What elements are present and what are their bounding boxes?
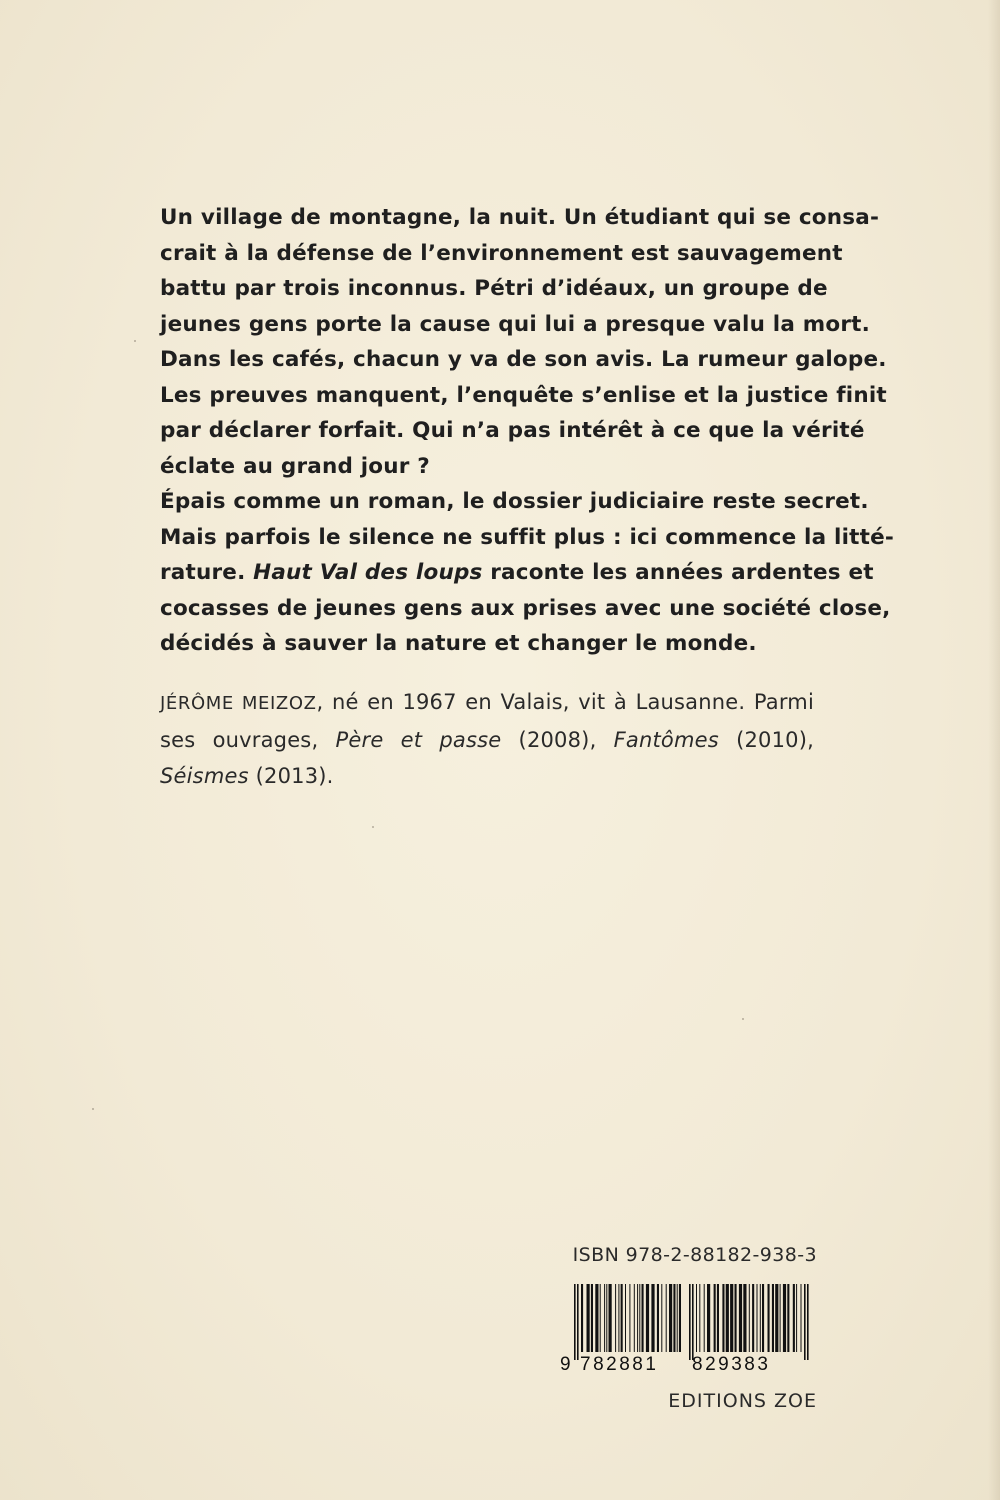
barcode-bar <box>666 1284 667 1352</box>
barcode-guard-bar <box>807 1284 809 1360</box>
book-title-fantomes: Fantômes <box>613 728 719 752</box>
blurb-line-prefix: rature. <box>160 560 246 585</box>
barcode-bar <box>722 1284 724 1352</box>
bio-line-rest: , né en 1967 en Valais, vit à Lausanne. Parmi <box>316 690 814 714</box>
bio-prefix: ses ouvrages, <box>160 728 319 752</box>
barcode-bar <box>739 1284 742 1352</box>
barcode-bar <box>657 1284 659 1352</box>
barcode-bar <box>696 1284 697 1352</box>
barcode-bar <box>637 1284 638 1352</box>
paper-speck <box>92 1108 94 1110</box>
barcode-bar <box>749 1284 750 1352</box>
barcode-bar <box>787 1284 789 1352</box>
book-title-seismes: Séismes <box>160 764 249 788</box>
blurb-line: éclate au grand jour ? <box>160 453 430 479</box>
bio-line <box>160 758 814 794</box>
blurb-line: Un village de montagne, la nuit. Un étudiant qui se consa- <box>160 205 880 230</box>
barcode-bar <box>629 1284 630 1352</box>
barcode-bar <box>591 1284 593 1352</box>
barcode-bar <box>796 1284 797 1352</box>
barcode-bar <box>801 1284 802 1352</box>
barcode-right-digits: 829383 <box>692 1354 771 1375</box>
author-name: JÉRÔME MEIZOZ <box>160 693 317 714</box>
book-title: Haut Val des loups <box>253 560 483 585</box>
barcode-bar <box>775 1284 778 1352</box>
blurb-line: cocasses de jeunes gens aux prises avec une société close, <box>160 595 891 621</box>
barcode-bar <box>621 1284 623 1352</box>
barcode-bar <box>604 1284 605 1352</box>
barcode-bar <box>673 1284 675 1352</box>
isbn-number: ISBN 978-2-88182-938-3 <box>572 1244 817 1266</box>
bio-line <box>160 722 814 758</box>
barcode-bar <box>618 1284 619 1352</box>
barcode-bar <box>762 1284 764 1352</box>
barcode-bar <box>609 1284 612 1352</box>
barcode-guard-bar <box>804 1284 806 1360</box>
publisher-name: EDITIONS ZOE <box>668 1390 817 1412</box>
barcode-bar <box>757 1284 758 1352</box>
blurb-line: battu par trois inconnus. Pétri d’idéaux, un groupe de <box>160 276 828 301</box>
barcode-bar <box>634 1284 635 1352</box>
barcode-bar <box>651 1284 654 1352</box>
bio-line <box>160 684 814 722</box>
book-title-pere-et-passe: Père et passe <box>335 728 502 752</box>
barcode-guard-bar <box>577 1284 579 1360</box>
barcode-bar <box>600 1284 601 1352</box>
book-year: (2013). <box>255 764 334 788</box>
barcode-bar <box>780 1284 781 1352</box>
barcode-left-digits: 782881 <box>580 1354 659 1375</box>
barcode-bar <box>714 1284 716 1352</box>
paper-speck <box>742 1018 744 1020</box>
author-bio <box>160 684 814 794</box>
barcode-bar <box>642 1284 644 1352</box>
barcode-bar <box>743 1284 746 1352</box>
barcode-bar <box>661 1284 662 1352</box>
blurb-line: décidés à sauver la nature et changer le monde. <box>160 631 757 656</box>
blurb-line-with-title <box>160 555 874 591</box>
barcode-first-digit: 9 <box>560 1354 571 1375</box>
barcode-bar <box>772 1284 774 1352</box>
barcode-bar <box>717 1284 719 1352</box>
blurb-line: Mais parfois le silence ne suffit plus : ici commence la litté- <box>160 524 895 550</box>
paper-speck <box>134 340 136 342</box>
barcode-bar <box>625 1284 626 1352</box>
barcode-bar <box>615 1284 616 1352</box>
barcode-bar <box>581 1284 583 1352</box>
blurb-line: jeunes gens porte la cause qui lui a presque valu la mort. <box>160 311 870 337</box>
blurb-line: crait à la défense de l’environnement est sauvagement <box>160 240 843 266</box>
barcode-bar <box>730 1284 733 1352</box>
blurb-line-rest: raconte les années ardentes et <box>490 560 874 585</box>
blurb-line: Les preuves manquent, l’enquête s’enlise et la justice finit <box>160 382 887 408</box>
barcode-guard-bar <box>574 1284 576 1360</box>
barcode-bar <box>606 1284 607 1352</box>
barcode-bar <box>677 1284 678 1352</box>
barcode-bar <box>704 1284 705 1352</box>
paper-speck <box>372 826 374 828</box>
blurb-line: par déclarer forfait. Qui n’a pas intérêt à ce que la vérité <box>160 418 865 443</box>
barcode-bar <box>595 1284 598 1352</box>
barcode-bar <box>639 1284 640 1352</box>
barcode-bar <box>760 1284 761 1352</box>
barcode-guard-bar <box>692 1284 694 1360</box>
blurb-line: Dans les cafés, chacun y va de son avis. La rumeur galope. <box>160 347 887 372</box>
barcode-bar <box>699 1284 700 1352</box>
barcode-bars <box>574 1284 809 1360</box>
blurb-text <box>160 200 895 662</box>
barcode-bar <box>735 1284 737 1352</box>
barcode-bar <box>679 1284 681 1352</box>
blurb-line: Épais comme un roman, le dossier judiciaire reste secret. <box>160 489 869 514</box>
cover-edge-shadow <box>988 0 1000 1500</box>
barcode-bar <box>587 1284 590 1352</box>
barcode-guard-bar <box>689 1284 691 1360</box>
barcode <box>552 1282 816 1382</box>
barcode-bar <box>669 1284 672 1352</box>
book-year: (2008), <box>518 728 597 752</box>
barcode-bar <box>768 1284 770 1352</box>
barcode-bar <box>793 1284 795 1352</box>
barcode-bar <box>752 1284 754 1352</box>
barcode-bar <box>707 1284 710 1352</box>
barcode-bar <box>726 1284 729 1352</box>
barcode-bar <box>646 1284 649 1352</box>
barcode-bar <box>783 1284 786 1352</box>
book-year: (2010), <box>736 728 814 752</box>
